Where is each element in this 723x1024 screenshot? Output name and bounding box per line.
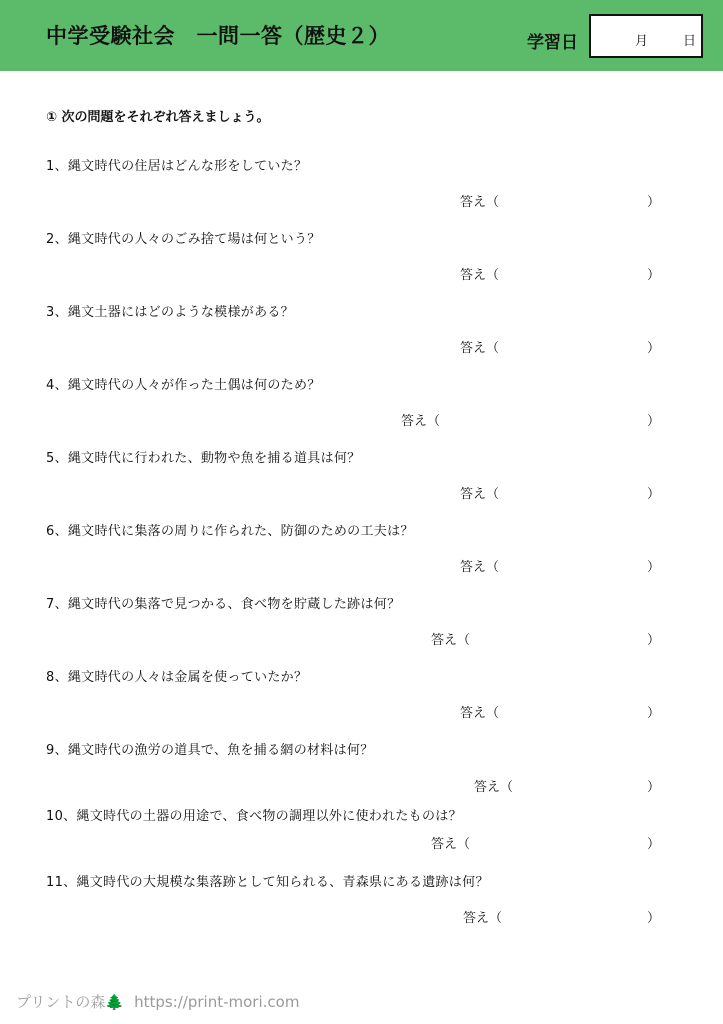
answer-label: 答え（	[431, 837, 471, 852]
day-label: 日	[683, 34, 697, 49]
answer-field-3[interactable]	[460, 337, 660, 355]
answer-close-paren: ）	[646, 268, 660, 283]
answer-field-11[interactable]	[463, 907, 660, 925]
answer-close-paren: ）	[646, 341, 660, 356]
question-2: 2、縄文時代の人々のごみ捨て場は何という？	[46, 232, 321, 247]
answer-close-paren: ）	[646, 780, 660, 795]
question-10: 10、縄文時代の土器の用途で、食べ物の調理以外に使われたものは？	[46, 809, 462, 824]
answer-field-9[interactable]	[474, 776, 660, 794]
answer-label: 答え（	[460, 268, 500, 283]
answer-field-10[interactable]	[431, 833, 660, 851]
study-date-box[interactable]	[589, 14, 703, 58]
question-1: 1、縄文時代の住居はどんな形をしていた？	[46, 159, 308, 174]
answer-close-paren: ）	[646, 706, 660, 721]
answer-label: 答え（	[463, 911, 503, 926]
answer-close-paren: ）	[646, 837, 660, 852]
question-8: 8、縄文時代の人々は金属を使っていたか？	[46, 670, 308, 685]
instruction-text: ① 次の問題をそれぞれ答えましょう。	[46, 110, 270, 125]
answer-label: 答え（	[401, 414, 441, 429]
question-9: 9、縄文時代の漁労の道具で、魚を捕る網の材料は何？	[46, 743, 374, 758]
answer-label: 答え（	[460, 195, 500, 210]
answer-label: 答え（	[474, 780, 514, 795]
question-3: 3、縄文土器にはどのような模様がある？	[46, 305, 294, 320]
question-7: 7、縄文時代の集落で見つかる、食べ物を貯蔵した跡は何？	[46, 597, 401, 612]
answer-close-paren: ）	[646, 414, 660, 429]
page-title: 中学受験社会 一問一答（歴史２）	[46, 24, 390, 48]
question-11: 11、縄文時代の大規模な集落跡として知られる、青森県にある遺跡は何？	[46, 875, 489, 890]
study-date-label: 学習日	[527, 33, 578, 53]
question-5: 5、縄文時代に行われた、動物や魚を捕る道具は何？	[46, 451, 361, 466]
answer-label: 答え（	[460, 706, 500, 721]
answer-field-2[interactable]	[460, 264, 660, 282]
header-bar	[0, 0, 723, 71]
question-4: 4、縄文時代の人々が作った土偶は何のため？	[46, 378, 321, 393]
answer-field-6[interactable]	[460, 556, 660, 574]
footer	[16, 991, 299, 1012]
answer-close-paren: ）	[646, 911, 660, 926]
answer-close-paren: ）	[646, 195, 660, 210]
answer-field-1[interactable]	[460, 191, 660, 209]
tree-icon: 🌲	[105, 993, 125, 1011]
answer-label: 答え（	[460, 560, 500, 575]
footer-url-link[interactable]: https://print-mori.com	[134, 993, 300, 1011]
answer-close-paren: ）	[646, 633, 660, 648]
answer-label: 答え（	[431, 633, 471, 648]
answer-field-7[interactable]	[431, 629, 660, 647]
answer-close-paren: ）	[646, 560, 660, 575]
footer-brand: プリントの森	[16, 993, 106, 1011]
answer-field-4[interactable]	[401, 410, 660, 428]
question-6: 6、縄文時代に集落の周りに作られた、防御のための工夫は？	[46, 524, 414, 539]
month-label: 月	[635, 34, 649, 49]
answer-field-8[interactable]	[460, 702, 660, 720]
answer-close-paren: ）	[646, 487, 660, 502]
answer-label: 答え（	[460, 341, 500, 356]
answer-label: 答え（	[460, 487, 500, 502]
answer-field-5[interactable]	[460, 483, 660, 501]
